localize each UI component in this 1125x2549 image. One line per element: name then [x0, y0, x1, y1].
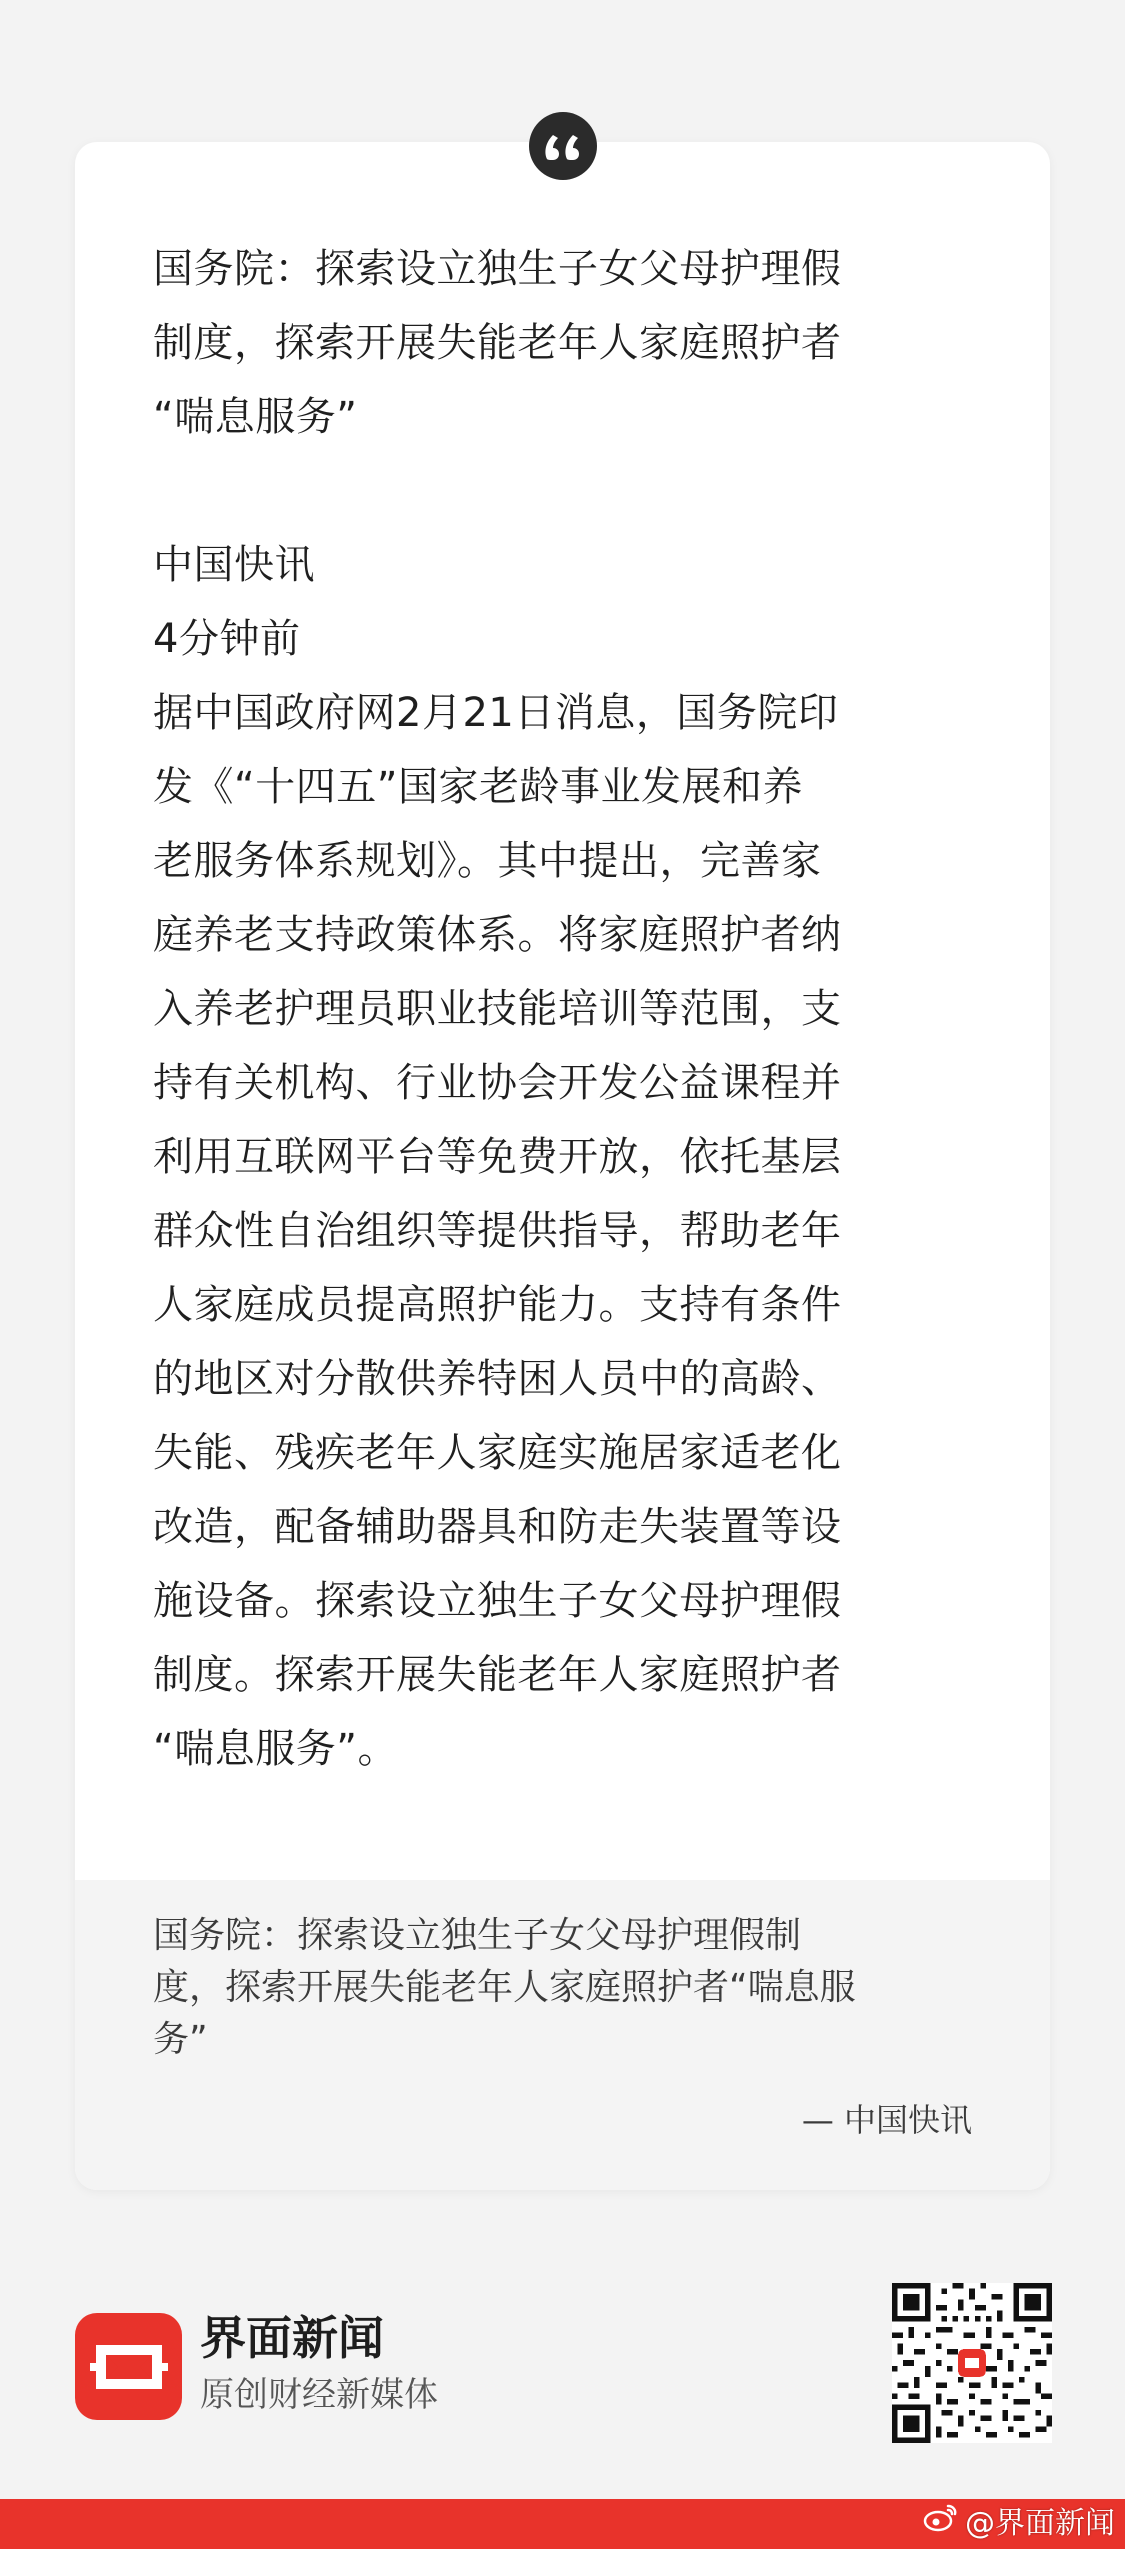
quote-icon	[529, 112, 597, 180]
brand-slogan: 原创财经新媒体	[200, 2375, 438, 2415]
summary-text: 国务院：探索设立独生子女父母护理假制 度，探索开展失能老年人家庭照护者“喘息服 务”	[153, 1915, 856, 2060]
quote-card	[75, 142, 1050, 2190]
source-label: 中国快讯	[153, 542, 315, 588]
spacer	[153, 454, 983, 528]
jiemian-logo-icon	[75, 2313, 182, 2420]
timestamp: 4分钟前	[153, 616, 301, 662]
headline: 国务院：探索设立独生子女父母护理假 制度，探索开展失能老年人家庭照护者 “喘息服务”	[153, 246, 842, 440]
qr-code-icon	[892, 2283, 1052, 2443]
watermark-text: @界面新闻	[965, 2506, 1115, 2541]
summary-box	[75, 1880, 1050, 2190]
article-text: 据中国政府网2月21日消息，国务院印 发《“十四五”国家老龄事业发展和养 老服务体系规划》。其中提出，完善家 庭养老支持政策体系。将家庭照护者纳 入养老护理员职业技能培训等范围，支 持有关机构、行业协会开发公益课程并 利用互联网平台等免费开放，依托基层 群众性自治组织等提供指导，帮助老年 人家庭成员提高照护能力。支持有条件 的地区对分散供养特困人员中的高龄、 失能、残疾老年人家庭实施居家适老化 改造，配备辅助器具和防走失装置等设 施设备。探索设立独生子女父母护理假 制度。探索开展失能老年人家庭照护者 “喘息服务”。	[153, 690, 842, 1772]
brand-name: 界面新闻	[200, 2311, 384, 2365]
weibo-icon	[923, 2502, 959, 2546]
summary-source: — 中国快讯	[801, 2101, 972, 2139]
card-body	[153, 232, 983, 1786]
weibo-watermark	[923, 2502, 1115, 2546]
